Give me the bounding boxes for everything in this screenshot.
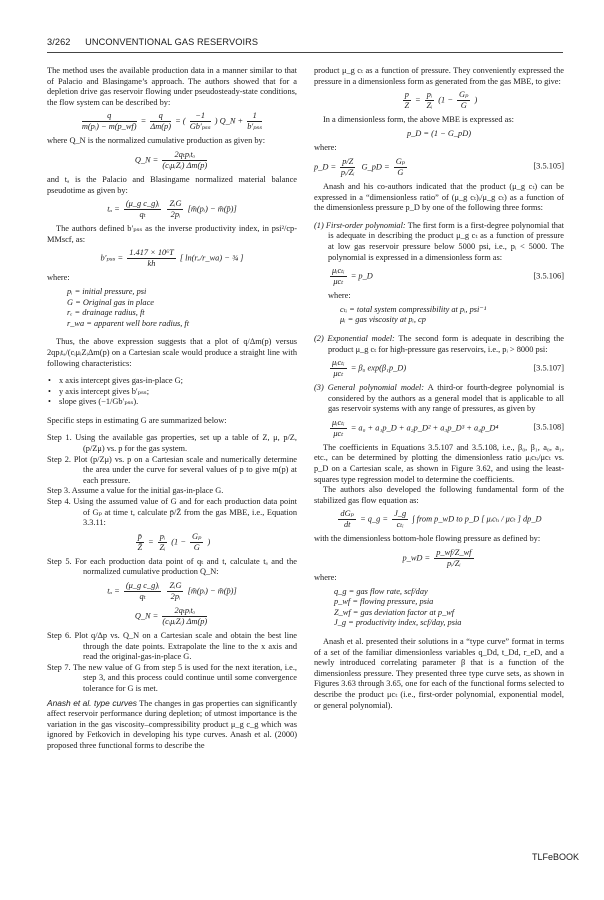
- equation-flow: $\frac{\text{dGₚ}}{dt}$ = q_g = $\frac{J\_g}{\text{cₜᵢ}}$ ∫ from p_wD to p_D [ μᵢcₜᵢ / μcₜ ] dp_D: [340, 509, 542, 530]
- paragraph: Anash et al. type curves The changes in gas properties can significantly affect reservoir performance during depletion; of utmost importance is the variation in the gas viscosity–compressibility product μ_g c_g which was ignored by Fetkovich in developing his type curves. Anash et al. (2000) proposed three functional forms to describe the: [47, 697, 297, 750]
- paragraph: with the dimensionless bottom-hole flowing pressure as defined by:: [314, 534, 541, 544]
- equation-3-5-108: $\frac{\text{μᵢcₜᵢ}}{\text{μcₜ}}$ = a₀ + a₁p_D + a₂p_D² + a₃p_D³ + a₄p_D⁴ [3.5.108]: [332, 417, 564, 438]
- equation-3-5-107: $\frac{\text{μᵢcₜᵢ}}{\text{μcₜ}}$ = β₀ exp(β₁p_D) [3.5.107]: [332, 358, 564, 379]
- equation-3-5-106: $\frac{\text{μᵢcₜᵢ}}{\text{μcₜ}}$ = p_D [3.5.106]: [332, 266, 564, 287]
- paragraph: Anash and his co-authors indicated that the product (μ_g cₜ) can be expressed in a “dimensionless ratio” of (μ_g cₜ)ᵢ/μ_g cₜ) as a function of the dimensionless pressure p_D by one of the following three forms:: [314, 181, 564, 213]
- where-label: where:: [328, 291, 351, 301]
- paragraph: product μ_g cₜ as a function of pressure. They conveniently expressed the pressure in a dimensionless form as generated from the gas MBE, to give:: [314, 66, 564, 86]
- equation-pd: p_D = (1 − G_pD): [406, 128, 472, 138]
- paragraph: and tₐ is the Palacio and Blasingame normalized material balance pseudotime as given by:: [47, 174, 297, 195]
- paragraph: The authors also developed the following fundamental form of the stabilized gas flow equation as:: [314, 485, 564, 505]
- equation-number: [3.5.108]: [533, 423, 564, 433]
- equation-bpss: b′ₚₛₛ = $\frac{\text{1.417 × 10⁶T}}{kh}$ [ ln(rₑ/r_wa) − ¾ ]: [100, 248, 244, 269]
- equation-mbe: $\frac{p}{Z}$ = $\frac{\text{pᵢ}}{\text{Zᵢ}}$ (1 − $\frac{\text{Gₚ}}{G}$ ): [404, 90, 478, 111]
- list-item: • slope gives (−1/Gb′ₚₛₛ).: [47, 397, 297, 408]
- step-item: Step 6. Plot q/Δp vs. Q_N on a Cartesian scale and obtain the best line through the date points. Extrapolate the line to the x axis and read the original-gas-in-place G.: [47, 631, 297, 662]
- where-label: where:: [314, 573, 337, 583]
- definitions-list: q_g = gas flow rate, scf/day p_wf = flowing pressure, psia Z_wf = gas deviation factor at p_wf J_g = productivity index, scf/day, psia: [334, 586, 462, 628]
- section-run-in-heading: Anash et al. type curves: [47, 697, 137, 708]
- paragraph: where Q_N is the normalized cumulative production as given by:: [47, 136, 266, 146]
- left-column: [47, 66, 297, 752]
- equation-ta: tₐ = $\frac{\text{(μ\_g c\_g)ᵢ}}{\text{qₜ}}$ $\frac{\text{ZᵢG}}{\text{2pᵢ}}$ [m̄(pᵢ) − m̄(p̄)]: [107, 199, 237, 220]
- right-column: [314, 66, 564, 711]
- paragraph: Thus, the above expression suggests that a plot of q/Δm(p) versus 2qpᵢtₐ/(cᵢμᵢZᵢΔm(p) on a Cartesian scale would produce a straight line with following characteristics:: [47, 337, 297, 368]
- chapter-title: UNCONVENTIONAL GAS RESERVOIRS: [85, 37, 259, 47]
- equation-number: [3.5.106]: [533, 271, 564, 281]
- step-item: Step 1. Using the available gas properties, set up a table of Z, μ, p/Z, (p/Zμ) vs. p for the gas system.: [47, 433, 297, 454]
- definitions-list: cₜᵢ = total system compressibility at pᵢ, psi⁻¹ μᵢ = gas viscosity at pᵢ, cp: [340, 304, 487, 325]
- header-rule: [47, 52, 563, 53]
- paragraph: Anash et al. presented their solutions in a “type curve” format in terms of a set of the familiar dimensionless variables q_Dd, t_Dd, r_eD, and a newly introduced correlating parameter β that is a function of the dimensionless pressure. They presented three type curve sets, as shown in Figures 3.63 through 3.65, one for each of the functional forms selected to describe the product μcₜ (i.e., first-order polynomial, exponential model, or general polynomial).: [314, 637, 564, 710]
- equation-pwd: p_wD = $\frac{p\_wf/Z\_wf}{\text{pᵢ/Zᵢ}}$: [402, 548, 472, 569]
- equation-3-5-105: p_D = $\frac{p/Z}{\text{pᵢ/Zᵢ}}$ G_pD = $\frac{\text{Gₚ}}{G}$ [3.5.105]: [314, 156, 564, 177]
- equation-flow-system: $\frac{q}{\text{m(pᵢ) − m(p\_wf)}}$ = $\frac{q}{\Delta m(p)}$ = ( $\frac{-1}{\text{Gb′ₚₛₛ}}$ ) Q_N + $\frac{1}{\text{b′ₚₛₛ}}$: [81, 111, 263, 132]
- paragraph: Specific steps in estimating G are summarized below:: [47, 415, 227, 425]
- bullet-list: [47, 376, 297, 408]
- equation-qn-step5: Q_N = $\frac{\text{2qₜpᵢtₐ}}{\text{(cᵢμᵢZᵢ) Δm(p)}}$: [134, 606, 208, 626]
- paragraph: The authors defined b′ₚₛₛ as the inverse productivity index, in psi²/cp-MMscf, as:: [47, 224, 297, 244]
- equation-number: [3.5.107]: [533, 363, 564, 373]
- step-item: Step 5. For each production data point of qₜ and t, calculate tₐ and the normalized cumulative production Q_N:: [47, 556, 297, 577]
- equation-mbe: $\frac{p̄}{Z̄}$ = $\frac{\text{pᵢ}}{\text{Zᵢ}}$ (1 − $\frac{\text{Gₚ}}{G}$ ): [137, 531, 211, 552]
- running-header: [47, 37, 563, 47]
- equation-ta-step5: tₐ = $\frac{\text{(μ\_g c\_g)ᵢ}}{\text{qₜ}}$ $\frac{\text{ZᵢG}}{\text{2pᵢ}}$ [m̄(pᵢ) − m̄(p̄)]: [107, 581, 237, 601]
- page-number: 3/262: [47, 37, 71, 47]
- definitions-list: pᵢ = initial pressure, psi G = Original gas in place rₑ = drainage radius, ft r_wa = apparent well bore radius, ft: [67, 286, 190, 328]
- step-item: Step 7. The new value of G from step 5 is used for the next iteration, i.e., step 3, and this process could continue until some convergence tolerance for G is met.: [47, 662, 297, 693]
- list-item: • x axis intercept gives gas-in-place G;: [47, 376, 297, 387]
- list-item: • y axis intercept gives b′ₚₛₛ;: [47, 387, 297, 398]
- step-item: Step 2. Plot (p/Zμ) vs. p on a Cartesian scale and numerically determine the area under the curve for several values of p to give m(p) at each pressure.: [47, 454, 297, 485]
- step-item: Step 4. Using the assumed value of G and for each production data point of Gₚ at time t, calculate p̄/Z̄ from the gas MBE, i.e., Equation 3.3.11:: [47, 497, 297, 528]
- equation-qn: Q_N = $\frac{\text{2qₜpᵢtₐ}}{\text{(cᵢμᵢZᵢ) Δm(p)}}$: [134, 149, 208, 170]
- footer-watermark: TLFeBOOK: [532, 852, 580, 862]
- paragraph: In a dimensionless form, the above MBE is expressed as:: [323, 115, 514, 125]
- list-item: (3) General polynomial model: A third-or fourth-degree polynomial is considered by the authors as a general model that is applicable to all gas reservoir systems with any range of pressures, as given by: [314, 383, 564, 414]
- list-item: (1) First-order polynomial: The first form is a first-degree polynomial that is adequate in describing the product μ_g cₜ as a function of pressure at low gas reservoir pressure below 5000 psi, i.e., pᵢ < 5000. The polynomial is expressed in a dimensionless form as:: [314, 220, 564, 262]
- list-item: (2) Exponential model: The second form is adequate in describing the product μ_g cₜ for high-pressure gas reservoirs, i.e., pᵢ > 8000 psi:: [314, 333, 564, 354]
- step-item: Step 3. Assume a value for the initial gas-in-place G.: [47, 486, 224, 496]
- equation-number: [3.5.105]: [533, 162, 564, 172]
- where-label: where:: [47, 273, 70, 283]
- paragraph: The method uses the available production data in a manner similar to that of Palacio and Blasingame’s approach. The authors showed that for a depletion drive gas reservoir flowing under pseudosteady-state conditions, the flow system can be described by:: [47, 66, 297, 107]
- where-label: where:: [314, 143, 337, 153]
- paragraph: The coefficients in Equations 3.5.107 and 3.5.108, i.e., β₀, β₁, a₀, a₁, etc., can be determined by plotting the dimensionless ratio μᵢcₜᵢ/μcₜ vs. p_D on a Cartesian scale, as shown in Figure 3.62, and using the least-squares type regression model to determine the coefficients.: [314, 442, 564, 484]
